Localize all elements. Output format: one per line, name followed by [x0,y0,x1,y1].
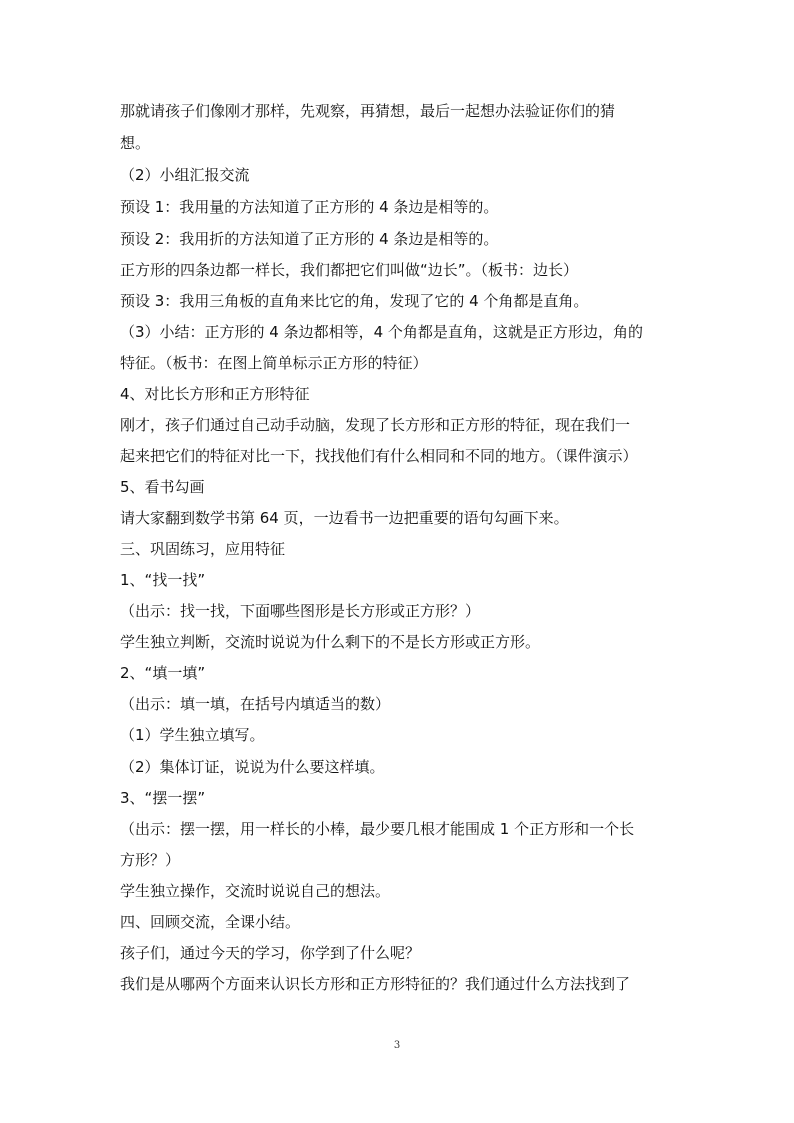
section-heading: 四、回顾交流，全课小结。 [120,913,301,931]
section-heading: 2、“填一填” [120,664,206,682]
section-heading: 4、对比长方形和正方形特征 [120,385,310,403]
section-heading: 三、巩固练习，应用特征 [120,540,286,558]
text-line: 起来把它们的特征对比一下，找找他们有什么相同和不同的地方。（课件演示） [120,447,638,465]
section-heading: 5、看书勾画 [120,478,205,496]
text-line: （出示：摆一摆，用一样长的小棒，最少要几根才能围成 1 个正方形和一个长 [120,820,635,838]
text-line: （出示：填一填，在括号内填适当的数） [120,695,391,713]
text-line: 学生独立操作，交流时说说自己的想法。 [120,882,391,900]
page-number: 3 [393,1040,401,1051]
text-line: 特征。（板书：在图上简单标示正方形的特征） [120,354,428,372]
text-line: （出示：找一找，下面哪些图形是长方形或正方形？） [120,602,481,620]
text-line: 请大家翻到数学书第 64 页，一边看书一边把重要的语句勾画下来。 [120,509,569,527]
text-line: 那就请孩子们像刚才那样，先观察，再猜想，最后一起想办法验证你们的猜 [120,102,616,120]
text-line: （2）小组汇报交流 [120,166,250,184]
text-line: 孩子们，通过今天的学习，你学到了什么呢？ [120,944,421,962]
text-line: 正方形的四条边都一样长，我们都把它们叫做“边长”。（板书：边长） [120,261,579,279]
section-heading: 1、“找一找” [120,571,206,589]
text-line: 预设 3：我用三角板的直角来比它的角，发现了它的 4 个角都是直角。 [120,292,589,310]
text-line: （1）学生独立填写。 [120,726,265,744]
section-heading: 3、“摆一摆” [120,789,206,807]
text-line: 我们是从哪两个方面来认识长方形和正方形特征的？我们通过什么方法找到了 [120,975,631,993]
text-line: （3）小结：正方形的 4 条边都相等，4 个角都是直角，这就是正方形边，角的 [120,323,643,341]
text-line: 预设 1：我用量的方法知道了正方形的 4 条边是相等的。 [120,198,499,216]
text-line: 预设 2：我用折的方法知道了正方形的 4 条边是相等的。 [120,230,499,248]
text-line: 学生独立判断，交流时说说为什么剩下的不是长方形或正方形。 [120,633,541,651]
text-line: （2）集体订证，说说为什么要这样填。 [120,758,385,776]
text-line: 刚才，孩子们通过自己动手动脑，发现了长方形和正方形的特征，现在我们一 [120,416,631,434]
text-line: 想。 [120,134,151,152]
text-line: 方形？） [120,851,181,869]
